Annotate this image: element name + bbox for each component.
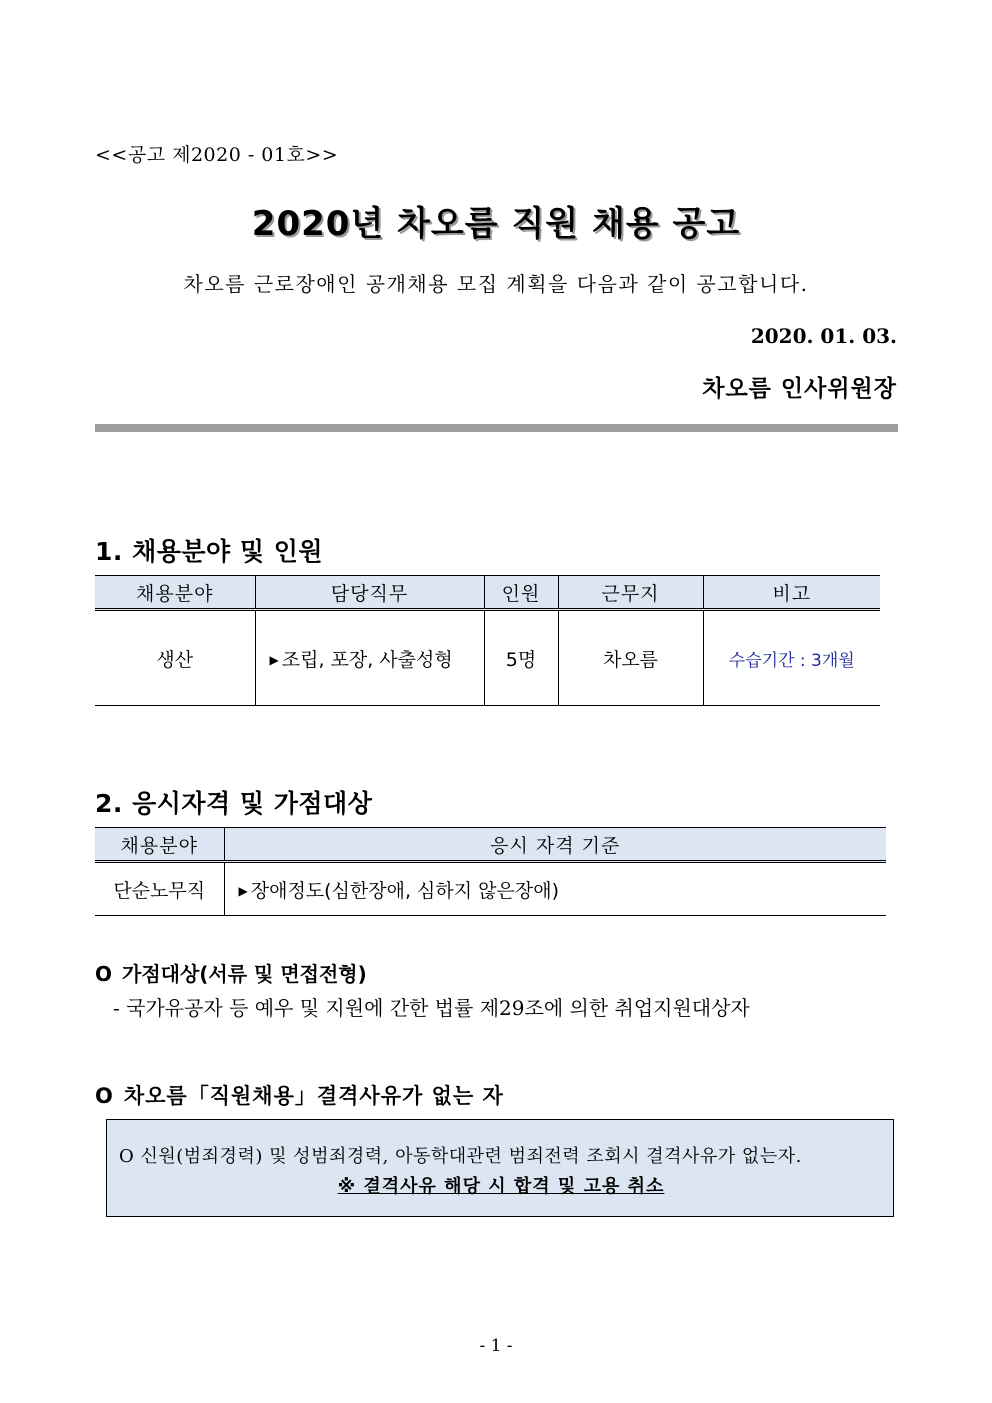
header-divider xyxy=(95,424,898,432)
col-header-location: 근무지 xyxy=(558,576,703,610)
table-header-row xyxy=(95,828,886,862)
table-row xyxy=(95,610,880,706)
bonus-marker: O xyxy=(95,962,113,986)
page-number: - 1 - xyxy=(479,1336,513,1356)
cell-location: 차오름 xyxy=(558,610,703,706)
col-header-count: 인원 xyxy=(484,576,558,610)
col-header-field: 채용분야 xyxy=(95,828,224,862)
cancellation-notice: ※ 결격사유 해당 시 합격 및 고용 취소 xyxy=(337,1176,665,1197)
bonus-heading-text: 가점대상(서류 및 면접전형) xyxy=(122,962,367,986)
col-header-note: 비고 xyxy=(703,576,880,610)
qualification-table xyxy=(95,827,886,916)
col-header-field: 채용분야 xyxy=(95,576,255,610)
table-header-row xyxy=(95,576,880,610)
cell-duty xyxy=(255,610,484,706)
section2-heading: 2. 응시자격 및 가점대상 xyxy=(95,789,373,818)
disqualification-text: O 신원(범죄경력) 및 성범죄경력, 아동학대관련 범죄전력 조회시 결격사유가 없는자. xyxy=(119,1146,802,1167)
cell-field: 생산 xyxy=(95,610,255,706)
recruitment-table xyxy=(95,575,880,706)
disqualification-heading xyxy=(95,1080,504,1110)
duty-text: 조립, 포장, 사출성형 xyxy=(281,648,453,671)
cell-count: 5명 xyxy=(484,610,558,706)
issuer: 차오름 인사위원장 xyxy=(702,376,897,402)
disqualification-box xyxy=(106,1119,894,1217)
disqualification-heading-text: 차오름「직원채용」결격사유가 없는 자 xyxy=(123,1084,504,1108)
bonus-item: - 국가유공자 등 예우 및 지원에 간한 법률 제29조에 의한 취업지원대상자 xyxy=(113,996,750,1020)
section1-heading: 1. 채용분야 및 인원 xyxy=(95,537,324,566)
cell-field: 단순노무직 xyxy=(95,862,224,916)
col-header-criteria: 응시 자격 기준 xyxy=(224,828,886,862)
page-subtitle: 차오름 근로장애인 공개채용 모집 계획을 다음과 같이 공고합니다. xyxy=(183,272,809,296)
notice-date: 2020. 01. 03. xyxy=(750,324,897,348)
triangle-right-icon: ▶ xyxy=(269,652,279,667)
col-header-duty: 담당직무 xyxy=(255,576,484,610)
notice-number: <<공고 제2020 - 01호>> xyxy=(95,144,339,166)
disqualification-marker: O xyxy=(95,1084,114,1108)
cell-criteria xyxy=(224,862,886,916)
page-title: 2020년 차오름 직원 채용 공고 xyxy=(251,204,741,244)
bonus-heading xyxy=(95,958,367,987)
triangle-right-icon: ▶ xyxy=(238,883,248,898)
cell-note: 수습기간 : 3개월 xyxy=(703,610,880,706)
criteria-text: 장애정도(심한장애, 심하지 않은장애) xyxy=(250,879,559,902)
table-row xyxy=(95,862,886,916)
